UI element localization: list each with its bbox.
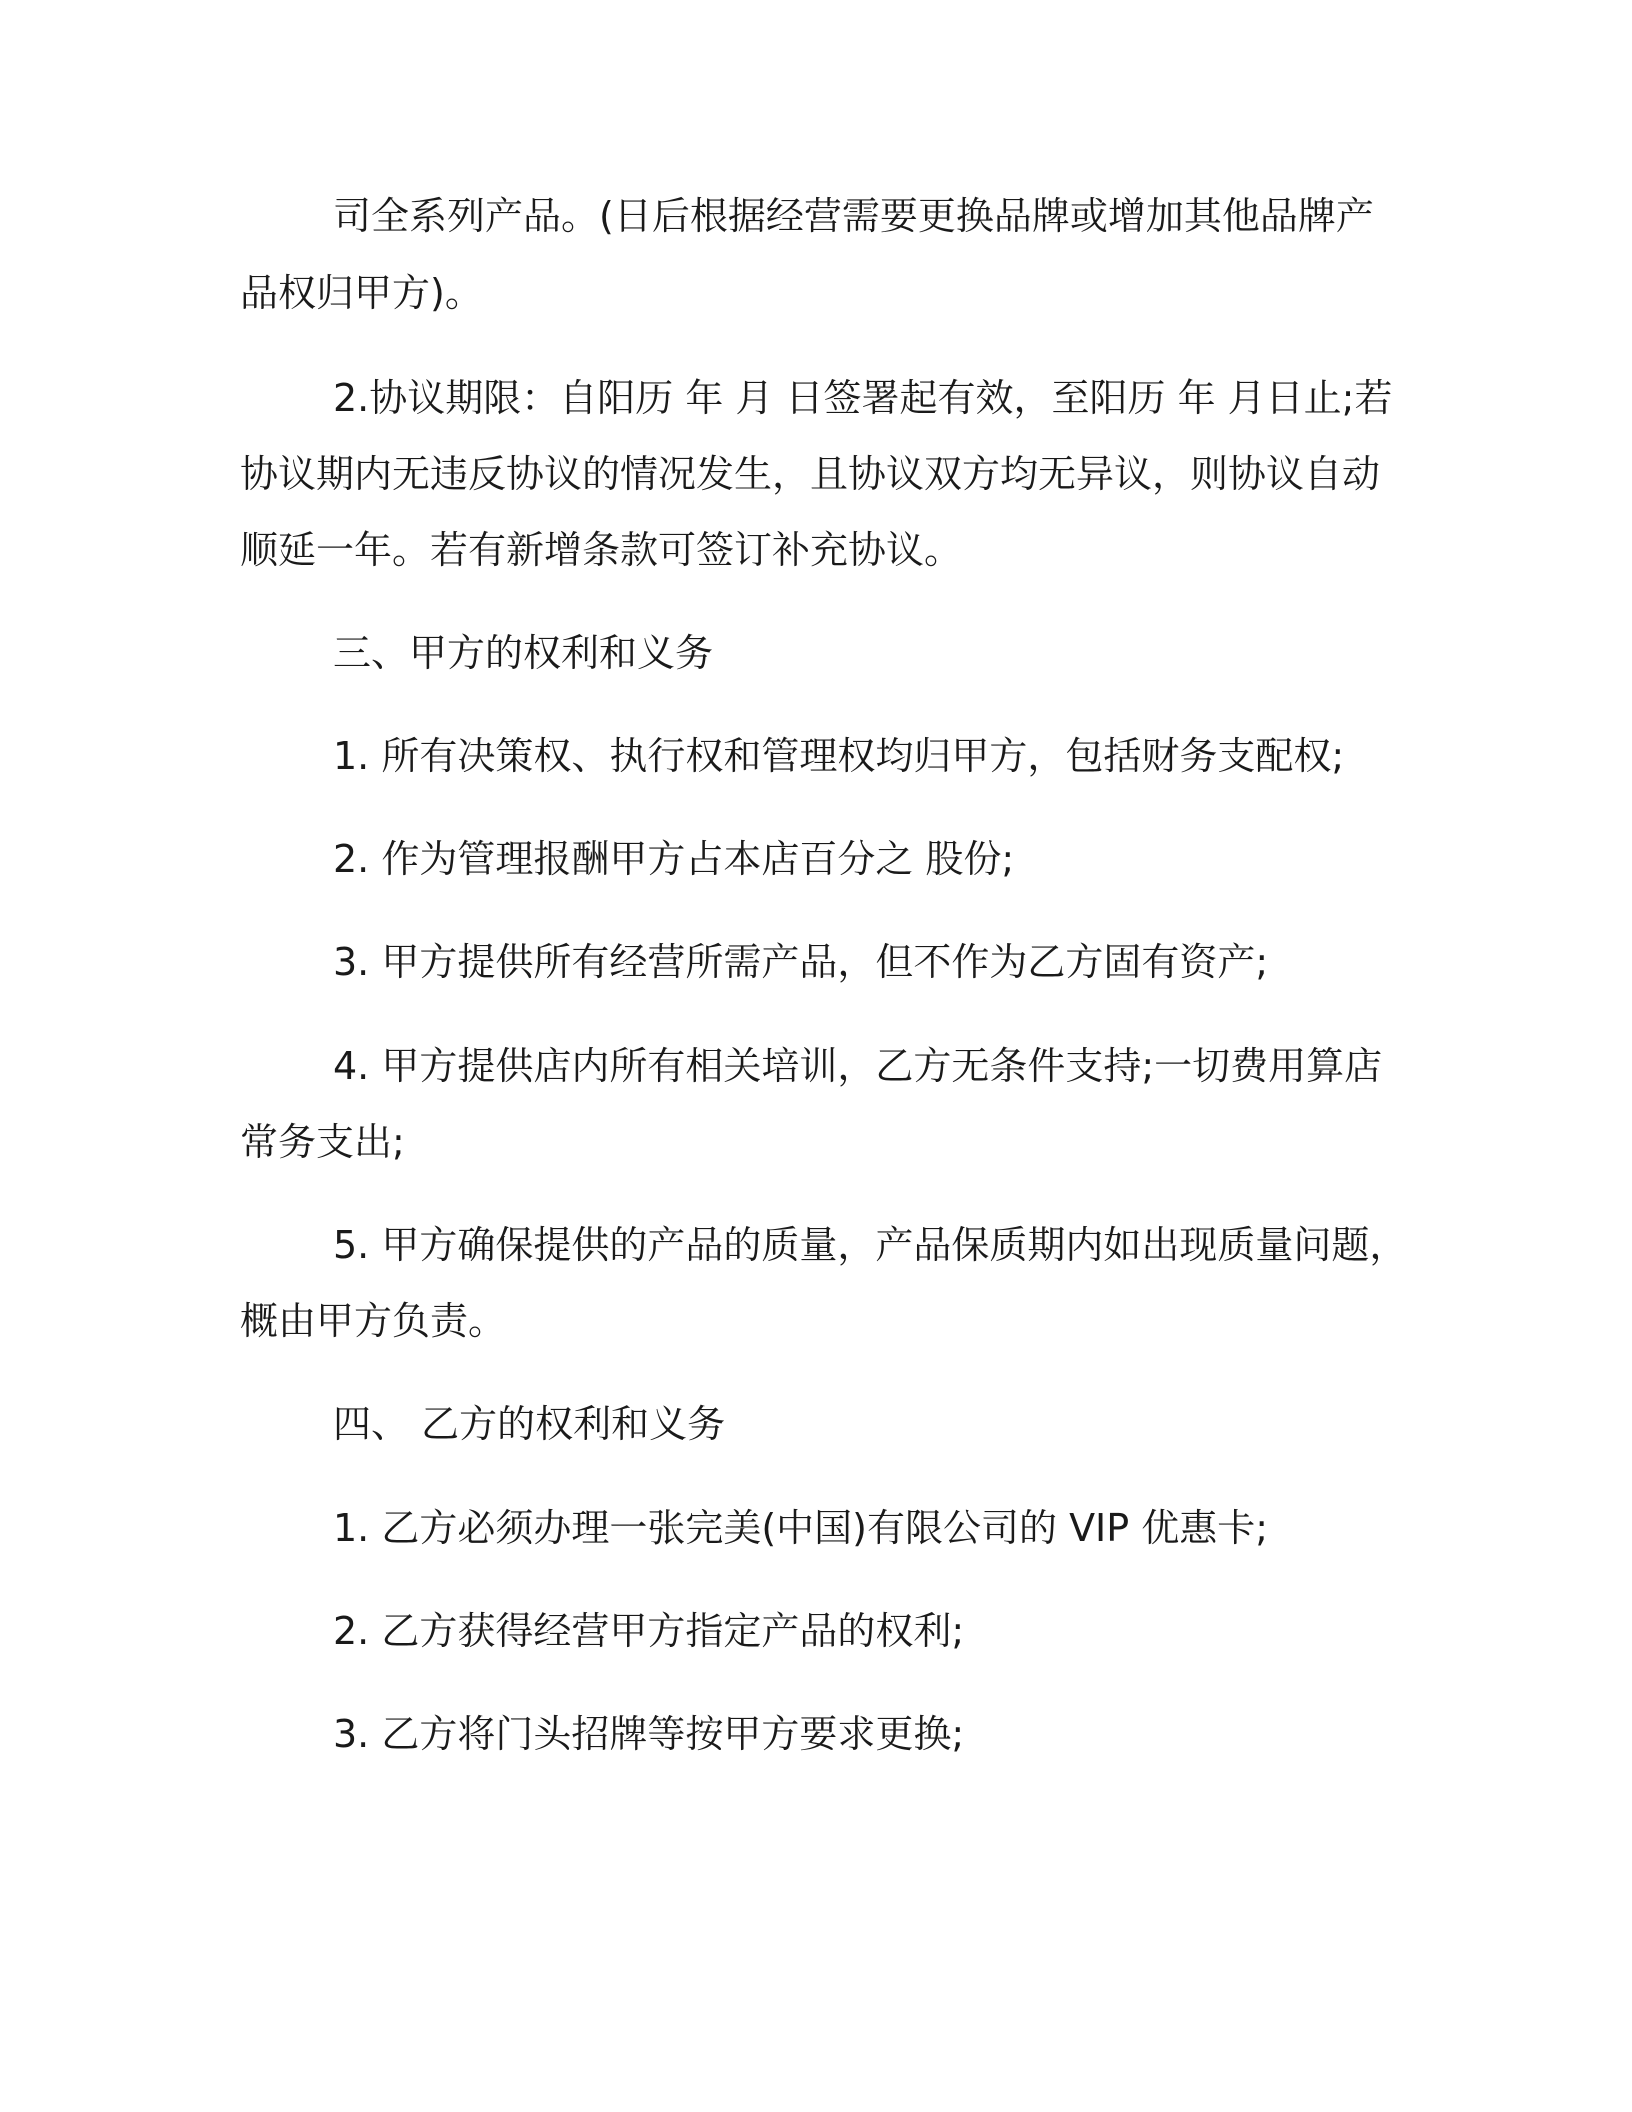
clause-term-line: 协议期内无违反协议的情况发生，且协议双方均无异议，则协议自动	[240, 452, 1381, 496]
list-item: 2. 作为管理报酬甲方占本店百分之 股份;	[333, 837, 1015, 881]
section-heading: 三、甲方的权利和义务	[333, 631, 714, 675]
list-item: 3. 乙方将门头招牌等按甲方要求更换;	[333, 1712, 965, 1756]
section-heading: 四、 乙方的权利和义务	[333, 1402, 726, 1446]
paragraph-line: 司全系列产品。(日后根据经营需要更换品牌或增加其他品牌产	[333, 194, 1374, 238]
list-item: 2. 乙方获得经营甲方指定产品的权利;	[333, 1609, 965, 1653]
paragraph-line: 品权归甲方)。	[240, 271, 483, 315]
list-item: 5. 甲方确保提供的产品的质量，产品保质期内如出现质量问题，	[333, 1223, 1408, 1267]
list-item: 3. 甲方提供所有经营所需产品，但不作为乙方固有资产;	[333, 940, 1269, 984]
list-item: 1. 所有决策权、执行权和管理权均归甲方，包括财务支配权;	[333, 734, 1345, 778]
clause-term-line: 2.协议期限：自阳历 年 月 日签署起有效，至阳历 年 月日止;若	[333, 376, 1393, 420]
clause-term-line: 顺延一年。若有新增条款可签订补充协议。	[240, 528, 963, 572]
list-item-continuation: 常务支出;	[240, 1120, 405, 1164]
list-item: 1. 乙方必须办理一张完美(中国)有限公司的 VIP 优惠卡;	[333, 1506, 1269, 1550]
list-item-continuation: 概由甲方负责。	[240, 1299, 507, 1343]
list-item: 4. 甲方提供店内所有相关培训，乙方无条件支持;一切费用算店	[333, 1044, 1383, 1088]
